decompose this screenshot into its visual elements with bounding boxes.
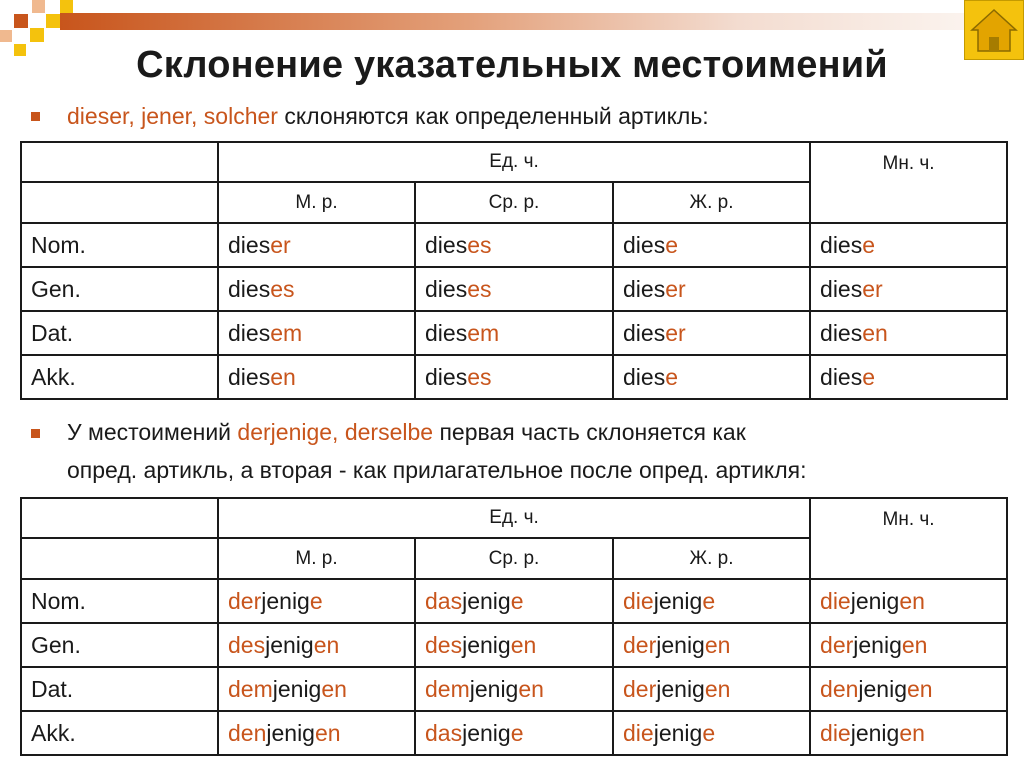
form-prefix: dies [425, 319, 468, 346]
form-prefix: den [228, 719, 267, 746]
pronoun-form [810, 267, 1007, 311]
form-ending: en [313, 631, 340, 658]
form-ending: er [665, 275, 686, 302]
form-ending: em [467, 319, 500, 346]
table-row [21, 223, 1007, 267]
form-prefix: dies [623, 363, 666, 390]
pronoun-form [218, 267, 415, 311]
form-ending: er [862, 275, 883, 302]
form-prefix: die [820, 719, 851, 746]
form-stem: jenig [850, 719, 900, 746]
form-stem: jenig [469, 675, 519, 702]
case-label: Dat. [21, 667, 218, 711]
bullet-icon [31, 112, 40, 121]
form-stem: jenig [462, 587, 511, 614]
pronoun-form [810, 223, 1007, 267]
form-prefix: die [623, 719, 654, 746]
pronoun-form [218, 579, 415, 623]
form-prefix: das [425, 719, 463, 746]
form-ending: er [270, 231, 291, 258]
pronoun-form [415, 223, 613, 267]
form-prefix: dies [425, 231, 468, 258]
form-prefix: dies [623, 231, 666, 258]
form-stem: jenig [853, 631, 902, 658]
pronoun-form [613, 623, 810, 667]
note-2-line-2: опред. артикль, а вторая - как прилагательное после опред. артикля: [67, 457, 807, 483]
masculine-header: М. р. [218, 538, 415, 579]
pronoun-form [810, 311, 1007, 355]
table-row [21, 267, 1007, 311]
corner-cell [21, 538, 218, 579]
form-prefix: des [228, 631, 266, 658]
pronoun-form [218, 711, 415, 755]
form-stem: jenig [656, 675, 705, 702]
note-1 [67, 97, 709, 135]
plural-header: Мн. ч. [810, 142, 1007, 223]
form-ending: en [510, 631, 537, 658]
pronoun-form [613, 711, 810, 755]
table-row [21, 355, 1007, 399]
feminine-header: Ж. р. [613, 538, 810, 579]
form-stem: jenig [850, 587, 900, 614]
form-ending: en [321, 675, 347, 702]
form-prefix: dies [623, 275, 666, 302]
pronoun-form [415, 311, 613, 355]
pronoun-form [613, 355, 810, 399]
form-ending: e [309, 587, 323, 614]
form-ending: en [704, 631, 731, 658]
form-ending: e [510, 587, 524, 614]
neuter-header: Ср. р. [415, 182, 613, 223]
form-prefix: dem [228, 675, 273, 702]
pronoun-form [218, 623, 415, 667]
form-prefix: dies [228, 231, 271, 258]
form-prefix: dies [820, 231, 863, 258]
case-label: Akk. [21, 711, 218, 755]
declension-table-derjenige [20, 497, 1008, 756]
form-ending: e [862, 231, 876, 258]
corner-cell [21, 182, 218, 223]
form-stem: jenig [462, 631, 511, 658]
corner-cell [21, 498, 218, 538]
case-label: Dat. [21, 311, 218, 355]
pronoun-form [613, 579, 810, 623]
table-row [21, 667, 1007, 711]
table-row [21, 311, 1007, 355]
form-stem: jenig [265, 631, 314, 658]
form-ending: en [899, 719, 925, 746]
form-ending: e [702, 587, 716, 614]
form-prefix: das [425, 587, 463, 614]
case-label: Gen. [21, 623, 218, 667]
pronoun-form [415, 267, 613, 311]
header-gradient-bar [60, 13, 965, 30]
form-prefix: des [425, 631, 463, 658]
note-1-text: склоняются как определенный артикль: [277, 103, 709, 129]
form-stem: jenig [858, 675, 908, 702]
form-ending: es [270, 275, 295, 302]
pronoun-form [810, 355, 1007, 399]
form-prefix: der [623, 631, 657, 658]
pronoun-form [613, 267, 810, 311]
form-prefix: dies [425, 275, 468, 302]
form-ending: en [270, 363, 296, 390]
pronoun-form [810, 579, 1007, 623]
note-2 [67, 413, 746, 451]
pronoun-form [415, 355, 613, 399]
form-ending: e [510, 719, 524, 746]
form-prefix: dies [425, 363, 468, 390]
pronoun-form [218, 223, 415, 267]
singular-header: Ед. ч. [218, 498, 810, 538]
declension-table-dieser [20, 141, 1008, 400]
case-label: Gen. [21, 267, 218, 311]
form-ending: en [901, 631, 928, 658]
form-ending: en [899, 587, 925, 614]
form-prefix: dies [820, 363, 863, 390]
bullet-icon [31, 429, 40, 438]
feminine-header: Ж. р. [613, 182, 810, 223]
plural-header: Мн. ч. [810, 498, 1007, 579]
pronoun-form [415, 667, 613, 711]
singular-header: Ед. ч. [218, 142, 810, 182]
form-prefix: dies [820, 319, 863, 346]
form-stem: jenig [462, 719, 511, 746]
note-2-text: первая часть склоняется как [433, 419, 746, 445]
form-ending: es [467, 275, 492, 302]
form-prefix: dem [425, 675, 470, 702]
masculine-header: М. р. [218, 182, 415, 223]
form-stem: jenig [656, 631, 705, 658]
note-2-highlight: derjenige, derselbe [237, 419, 434, 445]
form-prefix: der [820, 631, 854, 658]
form-ending: en [518, 675, 544, 702]
pronoun-form [218, 311, 415, 355]
form-prefix: der [623, 675, 657, 702]
form-ending: e [665, 231, 678, 258]
form-prefix: dies [623, 319, 666, 346]
form-ending: es [467, 363, 492, 390]
case-label: Nom. [21, 579, 218, 623]
form-stem: jenig [266, 719, 315, 746]
form-stem: jenig [261, 587, 310, 614]
note-1-highlight: dieser, jener, solcher [67, 103, 278, 129]
form-ending: e [862, 363, 876, 390]
table-row [21, 579, 1007, 623]
pronoun-form [810, 623, 1007, 667]
pronoun-form [613, 311, 810, 355]
corner-cell [21, 142, 218, 182]
neuter-header: Ср. р. [415, 538, 613, 579]
pronoun-form [218, 355, 415, 399]
pronoun-form [415, 623, 613, 667]
form-ending: es [467, 231, 492, 258]
form-ending: en [862, 319, 888, 346]
pronoun-form [613, 667, 810, 711]
form-prefix: dies [820, 275, 863, 302]
form-ending: en [314, 719, 341, 746]
pronoun-form [613, 223, 810, 267]
form-ending: em [270, 319, 303, 346]
pronoun-form [415, 579, 613, 623]
form-prefix: die [820, 587, 851, 614]
form-ending: en [907, 675, 933, 702]
pronoun-form [415, 711, 613, 755]
table-row [21, 711, 1007, 755]
form-prefix: den [820, 675, 859, 702]
form-ending: er [665, 319, 686, 346]
form-prefix: der [228, 587, 262, 614]
form-stem: jenig [653, 587, 703, 614]
table-row [21, 623, 1007, 667]
form-prefix: dies [228, 275, 271, 302]
pronoun-form [810, 711, 1007, 755]
form-prefix: die [623, 587, 654, 614]
case-label: Akk. [21, 355, 218, 399]
form-ending: en [704, 675, 731, 702]
case-label: Nom. [21, 223, 218, 267]
form-ending: e [702, 719, 716, 746]
form-ending: e [665, 363, 678, 390]
note-2-prefix: У местоимений [67, 419, 238, 445]
pronoun-form [810, 667, 1007, 711]
form-stem: jenig [653, 719, 703, 746]
page-title: Склонение указательных местоимений [136, 44, 888, 86]
form-prefix: dies [228, 319, 271, 346]
form-stem: jenig [272, 675, 322, 702]
form-prefix: dies [228, 363, 271, 390]
pronoun-form [218, 667, 415, 711]
